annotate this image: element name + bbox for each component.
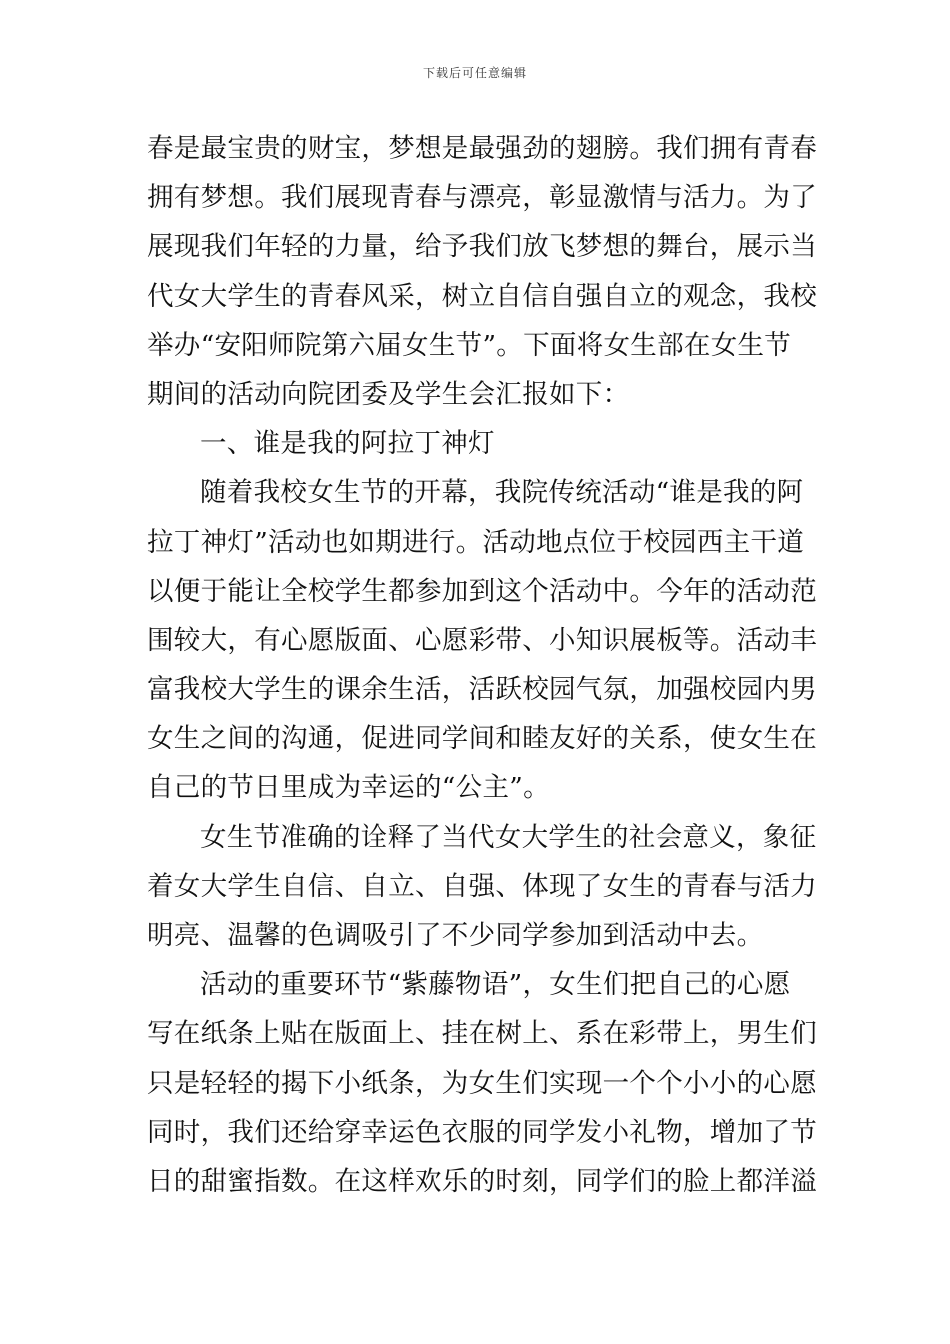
text-line: 围较大，有心愿版面、心愿彩带、小知识展板等。活动丰 <box>147 624 817 656</box>
text-line: 举办“安阳师院第六届女生节”。下面将女生部在女生节 <box>147 329 792 361</box>
page-header: 下载后可任意编辑 <box>422 66 527 80</box>
document-body <box>147 124 817 1206</box>
text-line: 期间的活动向院团委及学生会汇报如下： <box>147 378 630 410</box>
text-line: 女生之间的沟通，促进同学间和睦友好的关系，使女生在 <box>147 723 817 755</box>
text-line: 富我校大学生的课余生活，活跃校园气氛，加强校园内男 <box>147 674 817 706</box>
text-line: 日的甜蜜指数。在这样欢乐的时刻，同学们的脸上都洋溢 <box>147 1165 817 1197</box>
text-line: 只是轻轻的揭下小纸条，为女生们实现一个个小小的心愿 <box>147 1067 817 1099</box>
text-line: 同时，我们还给穿幸运色衣服的同学发小礼物，增加了节 <box>147 1116 817 1148</box>
paragraph-start: 活动的重要环节“紫藤物语”，女生们把自己的心愿 <box>200 969 791 1001</box>
text-line: 拥有梦想。我们展现青春与漂亮，彰显激情与活力。为了 <box>147 182 817 214</box>
text-line: 展现我们年轻的力量，给予我们放飞梦想的舞台，展示当 <box>147 231 817 263</box>
text-line: 明亮、温馨的色调吸引了不少同学参加到活动中去。 <box>147 920 764 951</box>
text-line: 春是最宝贵的财宝，梦想是最强劲的翅膀。我们拥有青春 <box>147 133 817 164</box>
text-line: 拉丁神灯”活动也如期进行。活动地点位于校园西主干道 <box>147 526 805 558</box>
text-line: 自己的节日里成为幸运的“公主”。 <box>147 772 550 804</box>
text-line: 着女大学生自信、自立、自强、体现了女生的青春与活力 <box>147 870 817 902</box>
text-line: 代女大学生的青春风采，树立自信自强自立的观念，我校 <box>147 280 817 312</box>
section-heading: 一、谁是我的阿拉丁神灯 <box>200 428 495 460</box>
text-line: 写在纸条上贴在版面上、挂在树上、系在彩带上，男生们 <box>147 1018 817 1050</box>
paragraph-start: 随着我校女生节的开幕，我院传统活动“谁是我的阿 <box>200 477 804 509</box>
paragraph-start: 女生节准确的诠释了当代女大学生的社会意义，象征 <box>200 821 817 853</box>
text-line: 以便于能让全校学生都参加到这个活动中。今年的活动范 <box>147 575 817 607</box>
